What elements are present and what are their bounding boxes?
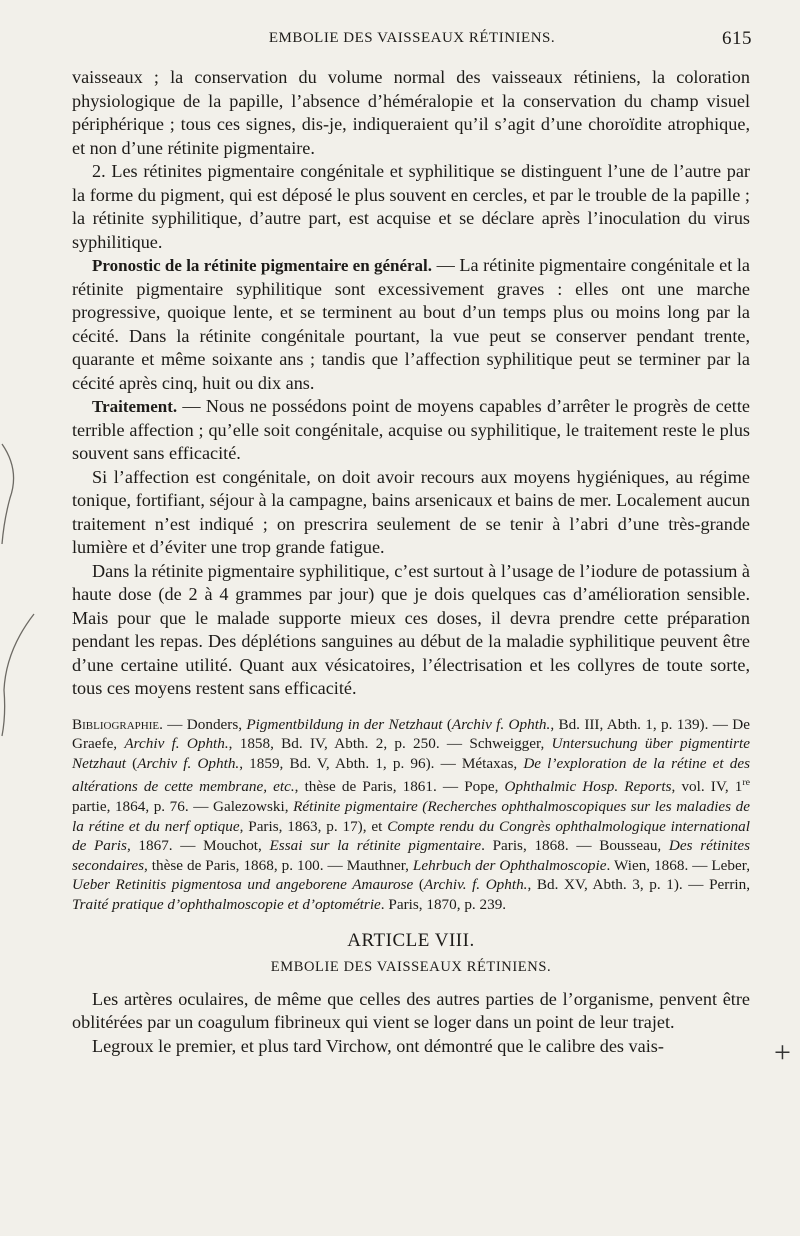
bibliography-title: Rétinite pigmentaire (Recherches ophthalmoscopiques sur les maladies de la rétine et du nerf optique — [72, 797, 750, 835]
prognosis-heading: Pronostic de la rétinite pigmentaire en général. — [92, 256, 433, 275]
bibliography-title: Archiv. f. Ophth. — [423, 876, 528, 894]
left-margin-arc-upper — [0, 440, 24, 550]
bibliography-text: , 1858, Bd. IV, Abth. 2, p. 250. — Schweigger, — [228, 735, 552, 753]
bibliography-text: ( — [442, 715, 452, 733]
bibliography-title: Archiv f. Ophth. — [124, 735, 229, 753]
paragraph-article-intro: Les artères oculaires, de même que celles des autres parties de l’organisme, penvent être oblitérées par un coagulum fibrineux qui vient se loger dans un point de leur trajet. — [72, 988, 750, 1032]
bibliography-title: Ophthalmic Hosp. Reports — [504, 778, 672, 796]
bibliography-title: Essai sur la rétinite pigmentaire — [269, 837, 482, 855]
margin-cross-mark: + — [774, 1036, 791, 1069]
article-subheading: EMBOLIE DES VAISSEAUX RÉTINIENS. — [270, 959, 552, 975]
bibliography-superscript: re — [742, 777, 751, 789]
page-number: 615 — [722, 28, 752, 49]
paragraph-prognosis — [72, 254, 750, 395]
bibliography-text: , Bd. III, Abth. 1, p. 139). — De Graefe, — [72, 715, 750, 753]
bibliography-text: , Bd. XV, Abth. 3, p. 1). — Perrin, — [527, 876, 750, 894]
bibliography-title: Pigmentbildung in der Netzhaut — [246, 715, 443, 733]
bibliography-text: ( — [413, 876, 424, 894]
bibliography-title: De l’exploration de la rétine et des altérations de cette membrane, etc. — [72, 754, 750, 796]
bibliography-text: . Wien, 1868. — Leber, — [606, 856, 750, 874]
paragraph-treatment — [72, 395, 750, 466]
bibliography-title: Ueber Retinitis pigmentosa und angeborene Amaurose — [72, 876, 414, 894]
treatment-heading: Traitement. — [92, 397, 178, 416]
bibliography-text: , 1859, Bd. V, Abth. 1, p. 96). — Métaxas, — [239, 754, 524, 772]
bibliography-text: , Paris, 1863, p. 17), et — [239, 817, 388, 835]
bibliography-title: Lehrbuch der Ophthalmoscopie — [412, 856, 607, 874]
bibliography — [72, 715, 750, 915]
bibliography-text: . Paris, 1868. — Bousseau, — [481, 837, 669, 855]
bibliography-text: partie, 1864, p. 76. — Galezowski, — [72, 797, 294, 815]
paragraph-article-legroux: Legroux le premier, et plus tard Virchow, ont démontré que le calibre des vais- — [92, 1035, 664, 1056]
bibliography-text: , 1867. — Mouchot, — [126, 837, 270, 855]
bibliography-title: Archiv f. Ophth. — [137, 754, 240, 772]
page-body — [72, 66, 750, 1058]
bibliography-label: Bibliographie. — [72, 715, 163, 733]
paragraph-distinction: 2. Les rétinites pigmentaire congénitale et syphilitique se distinguent l’une de l’autre par la forme du pigment, qui est déposé le plus souvent en cercles, et par le trouble de la papille ; la rétinite syphilitique, d’autre part, est acquise et se déclare après l’inoculation du virus syphilitique. — [72, 161, 750, 252]
treatment-text: — Nous ne possédons point de moyens capables d’arrêter le progrès de cette terrible affection ; qu’elle soit congénitale, acquise ou syphilitique, le traitement reste le plus souvent sans efficacité. — [72, 396, 750, 463]
running-head — [72, 30, 752, 56]
paragraph-choroiditis: vaisseaux ; la conservation du volume normal des vaisseaux rétiniens, la coloration physiologique de la papille, l’absence d’héméralopie et la conservation du champ visuel périphérique ; tous ces signes, dis-je, indiqueraient qu’il s’agit d’une choroïdite atrophique, et non d’une rétinite pigmentaire. — [72, 67, 750, 158]
article-heading: ARTICLE VIII. — [347, 929, 475, 951]
bibliography-text: ( — [126, 754, 138, 772]
bibliography-text: , thèse de Paris, 1861. — Pope, — [294, 778, 505, 796]
bibliography-title: Archiv f. Ophth. — [451, 715, 551, 733]
prognosis-text: — La rétinite pigmentaire congénitale et la rétinite pigmentaire syphilitique sont excessivement graves : elles ont une marche progressive, quoique lente, et se terminent au bout d’un temps plus ou moins long par la cécité. Dans la rétinite congénitale pourtant, la vue peut se conserver pendant trente, quarante et même soixante ans ; tandis que l’affection syphilitique peut se terminer par la cécité après cinq, huit ou dix ans. — [72, 255, 750, 393]
paragraph-syphilitic-care: Dans la rétinite pigmentaire syphilitique, c’est surtout à l’usage de l’iodure de potassium à haute dose (de 2 à 4 grammes par jour) que je dois quelques cas d’amélioration sensible. Mais pour que le malade supporte mieux ces doses, il devra prendre cette préparation pendant les repas. Des déplétions sanguines au début de la maladie syphilitique peuvent être d’une certaine utilité. Quant aux vésicatoires, l’électrisation et les collyres de toute sorte, tous ces moyens restent sans efficacité. — [72, 560, 750, 698]
bibliography-title: Traité pratique d’ophthalmoscopie et d’optométrie — [72, 895, 381, 913]
bibliography-title: Untersuchung über pigmentirte Netzhaut — [72, 735, 751, 772]
running-title: EMBOLIE DES VAISSEAUX RÉTINIENS. — [268, 30, 556, 46]
bibliography-text: . Paris, 1870, p. 239. — [380, 895, 507, 913]
bibliography-text: , thèse de Paris, 1868, p. 100. — Mauthner, — [144, 856, 413, 874]
paragraph-congenital-care: Si l’affection est congénitale, on doit avoir recours aux moyens hygiéniques, au régime tonique, fortifiant, séjour à la campagne, bains arsenicaux et bains de mer. Localement aucun traitement n’est indiqué ; on prescrira seulement de se tenir à l’abri d’une très-grande lumière et d’éviter une trop grande fatigue. — [72, 466, 750, 557]
bibliography-title: Des rétinites secondaires — [72, 837, 750, 874]
bibliography-text: , vol. IV, 1 — [671, 778, 743, 796]
left-margin-arc-lower — [0, 610, 36, 740]
bibliography-text: — Donders, — [162, 715, 247, 733]
bibliography-title: Compte rendu du Congrès ophthalmologique international de Paris — [72, 817, 750, 855]
